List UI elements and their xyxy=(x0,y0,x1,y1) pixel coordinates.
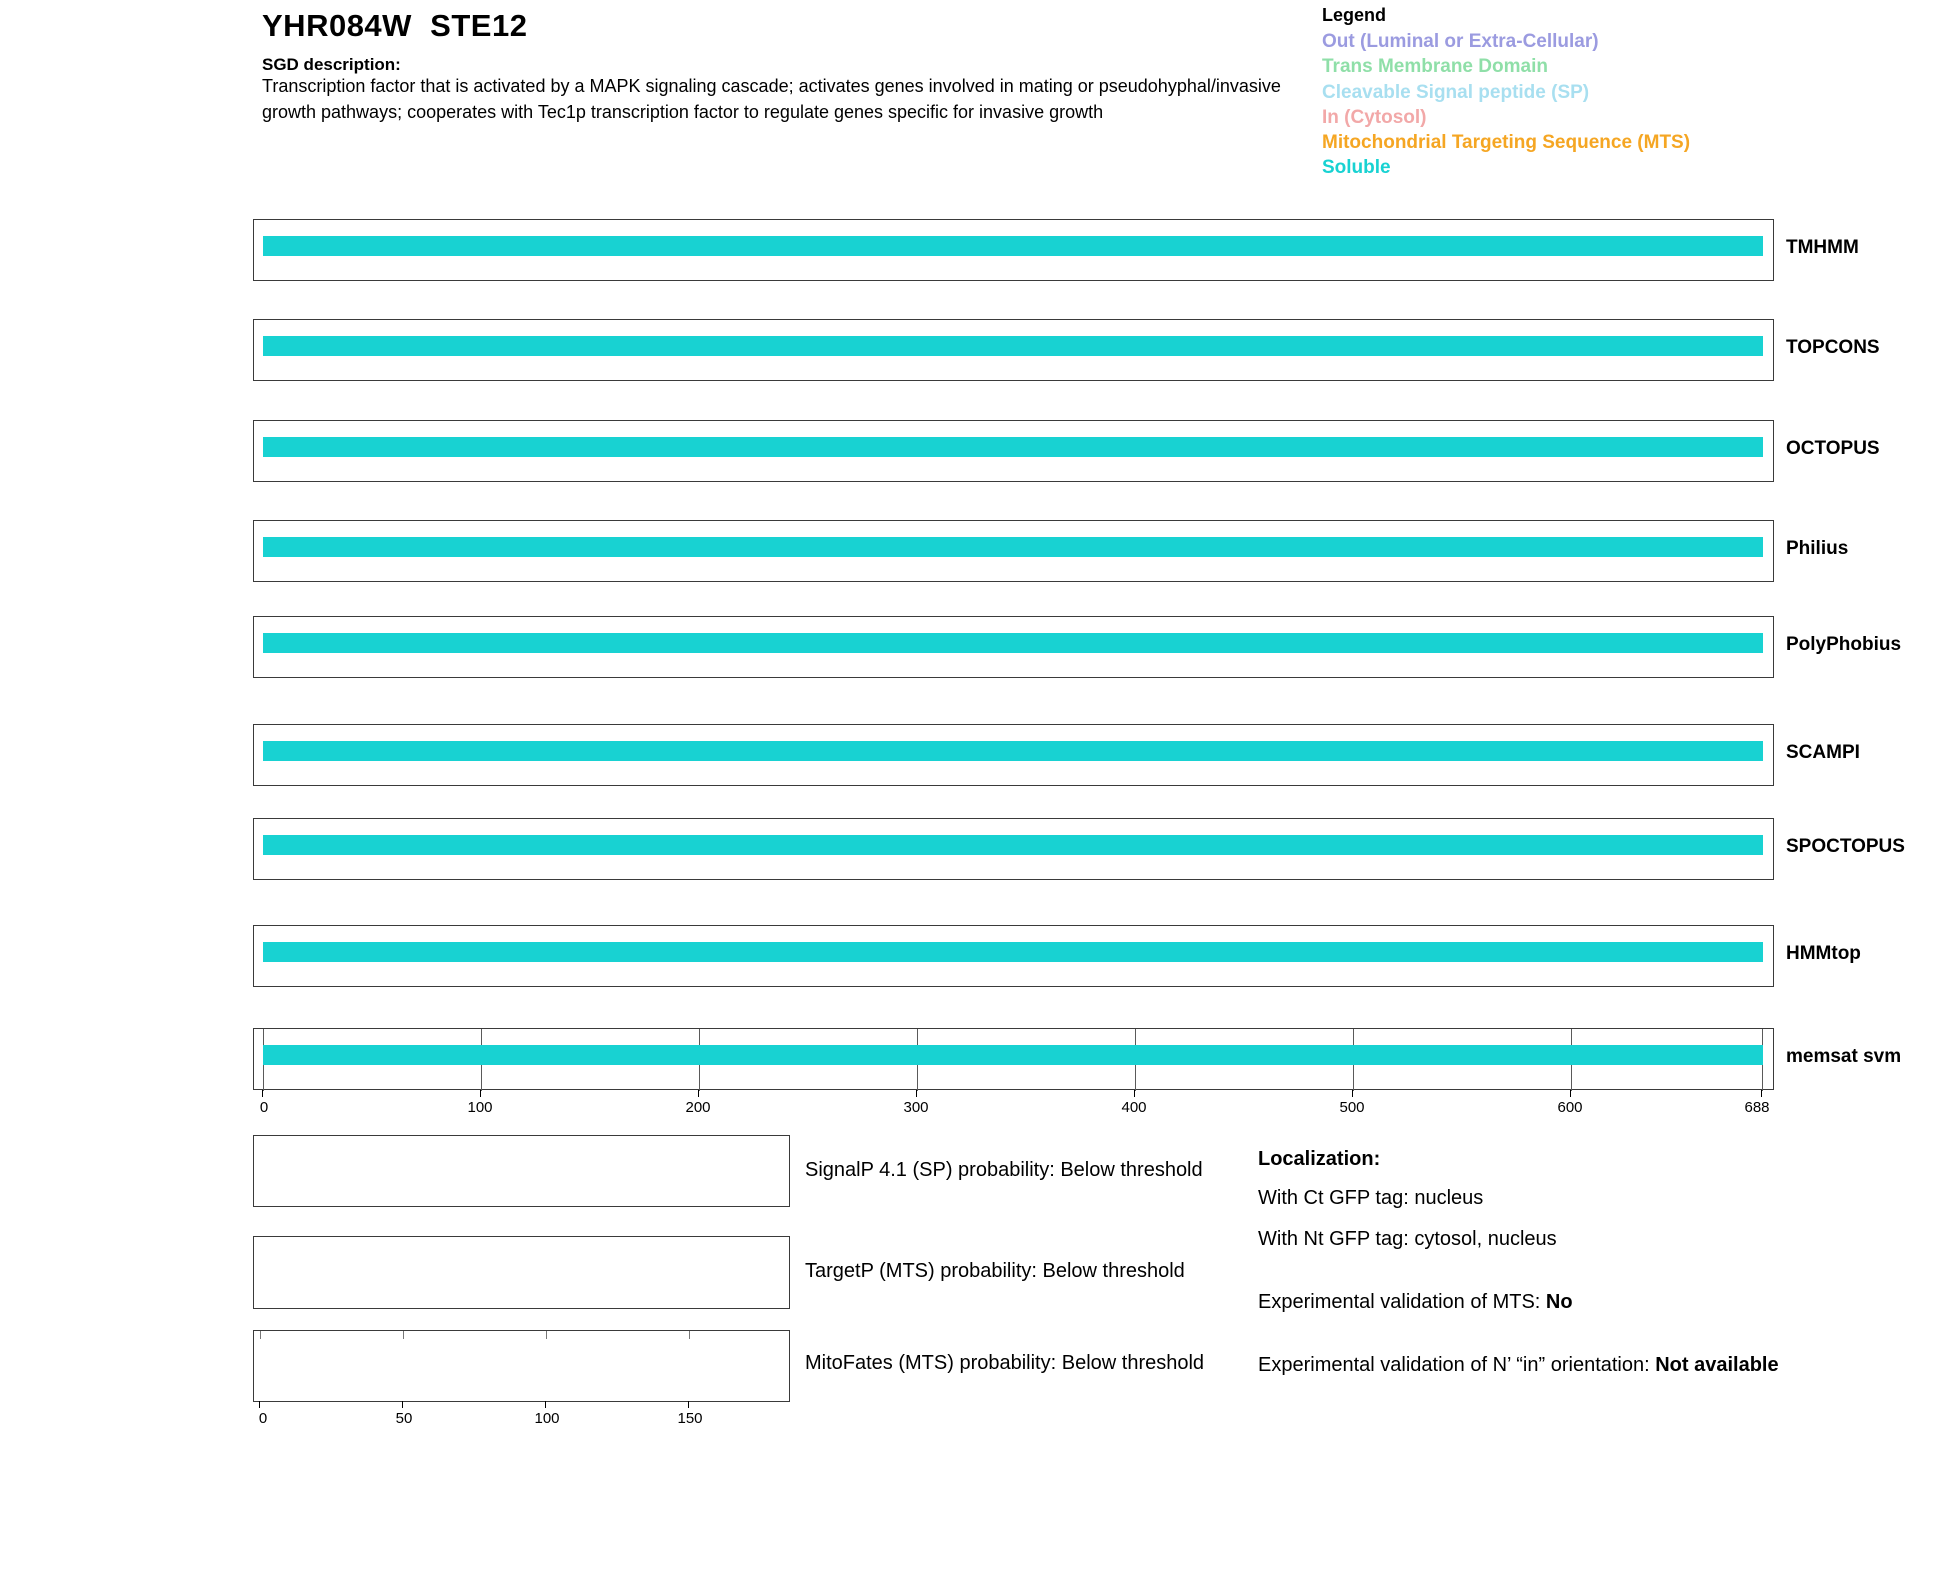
track-box xyxy=(253,1028,1774,1090)
localization-heading: Localization: xyxy=(1258,1148,1381,1170)
track-segment-soluble xyxy=(263,633,1763,653)
ct-gfp-localization: With Ct GFP tag: nucleus xyxy=(1258,1187,1484,1209)
track-box xyxy=(253,520,1774,582)
track-segment-soluble xyxy=(263,236,1763,256)
legend-item-out: Out (Luminal or Extra-Cellular) xyxy=(1322,31,1599,52)
axis-tick xyxy=(259,1401,260,1408)
legend xyxy=(1322,5,1922,181)
page-title: YHR084W STE12 xyxy=(262,8,528,43)
legend-item-in: In (Cytosol) xyxy=(1322,106,1427,128)
plot-gridline xyxy=(546,1331,547,1339)
track-segment-soluble xyxy=(263,942,1763,962)
axis-tick xyxy=(1761,1090,1762,1097)
axis-tick-label: 100 xyxy=(534,1410,560,1427)
track-label-octopus: OCTOPUS xyxy=(1786,438,1880,459)
axis-tick xyxy=(545,1401,546,1408)
mitofates-plot xyxy=(253,1330,790,1402)
axis-tick xyxy=(1570,1090,1571,1097)
legend-item-tmd: Trans Membrane Domain xyxy=(1322,56,1548,78)
sgd-description-label: SGD description: xyxy=(262,55,401,74)
axis-tick-label: 150 xyxy=(677,1410,703,1427)
signalp-plot xyxy=(253,1135,790,1207)
axis-tick-label: 50 xyxy=(395,1410,413,1427)
nin-validation-row xyxy=(1258,1352,1878,1379)
mts-validation-value: No xyxy=(1545,1291,1573,1313)
axis-tick xyxy=(1352,1090,1353,1097)
axis-tick xyxy=(402,1401,403,1408)
track-box xyxy=(253,420,1774,482)
axis-tick xyxy=(262,1090,263,1097)
axis-tick-label: 300 xyxy=(903,1099,929,1116)
axis-tick-label: 0 xyxy=(259,1099,269,1116)
track-segment-soluble xyxy=(263,741,1763,761)
axis-tick xyxy=(1134,1090,1135,1097)
axis-tick-label: 688 xyxy=(1744,1099,1770,1116)
mts-validation-row xyxy=(1258,1289,1878,1316)
track-label-tmhmm: TMHMM xyxy=(1786,237,1859,258)
axis-tick-label: 600 xyxy=(1557,1099,1583,1116)
info-spacer xyxy=(1258,1267,1878,1289)
legend-item-soluble: Soluble xyxy=(1322,157,1391,179)
sgd-description-text: Transcription factor that is activated by a MAPK signaling cascade; activates genes involved in mating or pseudohyphal/invasive growth pathways; cooperates with Tec1p transcription factor to regulate genes specific for invasive growth xyxy=(262,76,1281,123)
plot-gridline xyxy=(689,1331,690,1339)
legend-item-mts: Mitochondrial Targeting Sequence (MTS) xyxy=(1322,132,1691,154)
legend-item-sp: Cleavable Signal peptide (SP) xyxy=(1322,81,1590,103)
track-label-topcons: TOPCONS xyxy=(1786,337,1880,358)
track-label-spoctopus: SPOCTOPUS xyxy=(1786,836,1905,857)
track-box xyxy=(253,818,1774,880)
track-box xyxy=(253,925,1774,987)
track-segment-soluble xyxy=(263,336,1763,356)
track-segment-soluble xyxy=(263,835,1763,855)
targetp-result-text: TargetP (MTS) probability: Below threshold xyxy=(805,1260,1185,1282)
track-segment-soluble xyxy=(263,1045,1763,1065)
axis-tick-label: 100 xyxy=(467,1099,493,1116)
track-label-philius: Philius xyxy=(1786,538,1849,559)
axis-tick-label: 500 xyxy=(1339,1099,1365,1116)
plot-gridline xyxy=(260,1331,261,1339)
axis-tick-label: 0 xyxy=(258,1410,268,1427)
info-spacer xyxy=(1258,1330,1878,1352)
mitofates-axis xyxy=(253,1401,790,1433)
targetp-plot xyxy=(253,1236,790,1309)
track-segment-soluble xyxy=(263,437,1763,457)
track-label-scampi: SCAMPI xyxy=(1786,742,1860,763)
axis-tick xyxy=(916,1090,917,1097)
track-box xyxy=(253,616,1774,678)
nin-validation-label: Experimental validation of N’ “in” orientation: xyxy=(1258,1354,1656,1376)
track-box xyxy=(253,724,1774,786)
residue-axis xyxy=(253,1090,1774,1126)
axis-tick xyxy=(688,1401,689,1408)
signalp-result-text: SignalP 4.1 (SP) probability: Below threshold xyxy=(805,1159,1203,1181)
mts-validation-label: Experimental validation of MTS: xyxy=(1258,1291,1546,1313)
track-box xyxy=(253,319,1774,381)
axis-tick-label: 400 xyxy=(1121,1099,1147,1116)
axis-tick-label: 200 xyxy=(685,1099,711,1116)
legend-title: Legend xyxy=(1322,5,1387,25)
track-label-hmmtop: HMMtop xyxy=(1786,943,1861,964)
axis-tick xyxy=(698,1090,699,1097)
nt-gfp-localization: With Nt GFP tag: cytosol, nucleus xyxy=(1258,1228,1557,1250)
plot-gridline xyxy=(403,1331,404,1339)
track-segment-soluble xyxy=(263,537,1763,557)
track-label-memsat-svm: memsat svm xyxy=(1786,1046,1902,1067)
localization-info-panel xyxy=(1258,1148,1878,1393)
axis-tick xyxy=(480,1090,481,1097)
track-label-polyphobius: PolyPhobius xyxy=(1786,634,1902,655)
mitofates-result-text: MitoFates (MTS) probability: Below threshold xyxy=(805,1352,1205,1374)
nin-validation-value: Not available xyxy=(1655,1354,1779,1376)
track-box xyxy=(253,219,1774,281)
